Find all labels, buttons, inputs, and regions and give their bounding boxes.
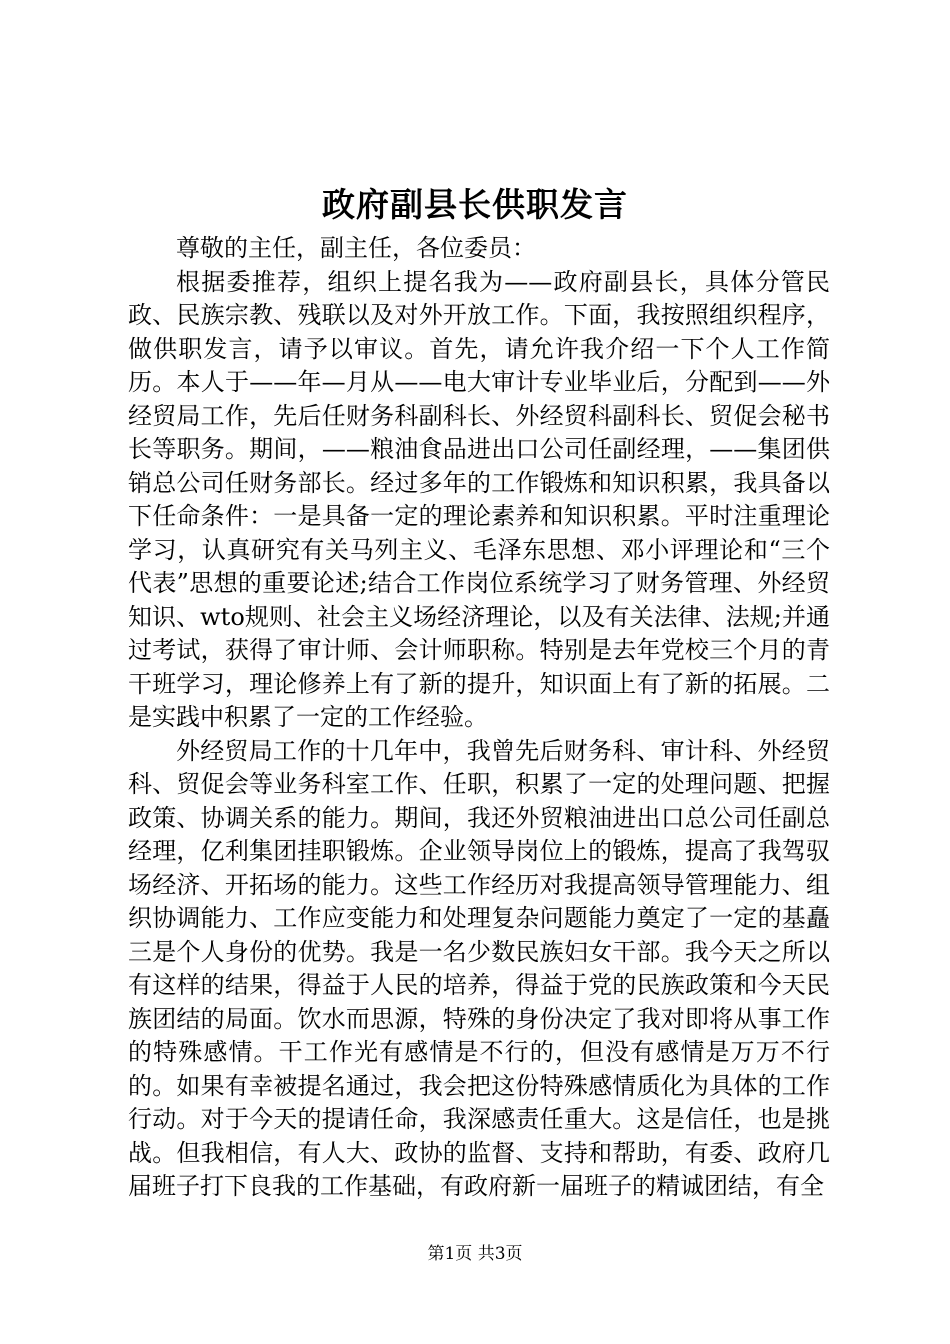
body-paragraph-2: 外经贸局工作的十几年中，我曾先后财务科、审计科、外经贸科、贸促会等业务科室工作、任职，积累了一定的处理问题、把握政策、协调关系的能力。期间，我还外贸粮油进出口总公司任副总经理，亿利集团挂职锻炼。企业领导岗位上的锻炼，提高了我驾驭场经济、开拓场的能力。这些工作经历对我提高领导管理能力、组织协调能力、工作应变能力和处理复杂问题能力奠定了一定的基矗三是个人身份的优势。我是一名少数民族妇女干部。我今天之所以有这样的结果，得益于人民的培养，得益于党的民族政策和今天民族团结的局面。饮水而思源，特殊的身份决定了我对即将从事工作的特殊感情。干工作光有感情是不行的，但没有感情是万万不行的。如果有幸被提名通过，我会把这份特殊感情质化为具体的工作行动。对于今天的提请任命，我深感责任重大。这是信任，也是挑战。但我相信，有人大、政协的监督、支持和帮助，有委、政府几届班子打下良我的工作基础，有政府新一届班子的精诚团结，有全 — [128, 736, 830, 1200]
page-footer: 第1页 共3页 — [427, 1244, 523, 1264]
salutation-paragraph: 尊敬的主任，副主任，各位委员： — [176, 234, 536, 262]
document-body — [128, 232, 830, 1204]
body-paragraph-1: 根据委推荐，组织上提名我为——政府副县长，具体分管民政、民族宗教、残联以及对外开放工作。下面，我按照组织程序，做供职发言，请予以审议。首先，请允许我介绍一下个人工作简历。本人于——年—月从——电大审计专业毕业后，分配到——外经贸局工作，先后任财务科副科长、外经贸科副科长、贸促会秘书长等职务。期间，——粮油食品进出口公司任副经理，——集团供销总公司任财务部长。经过多年的工作锻炼和知识积累，我具备以下任命条件：一是具备一定的理论素养和知识积累。平时注重理论学习，认真研究有关马列主义、毛泽东思想、邓小评理论和“三个代表”思想的重要论述;结合工作岗位系统学习了财务管理、外经贸知识、wto规则、社会主义场经济理论，以及有关法律、法规;并通过考试，获得了审计师、会计师职称。特别是去年党校三个月的青干班学习，理论修养上有了新的提升，知识面上有了新的拓展。二是实践中积累了一定的工作经验。 — [128, 267, 830, 731]
document-title: 政府副县长供职发言 — [322, 185, 628, 224]
